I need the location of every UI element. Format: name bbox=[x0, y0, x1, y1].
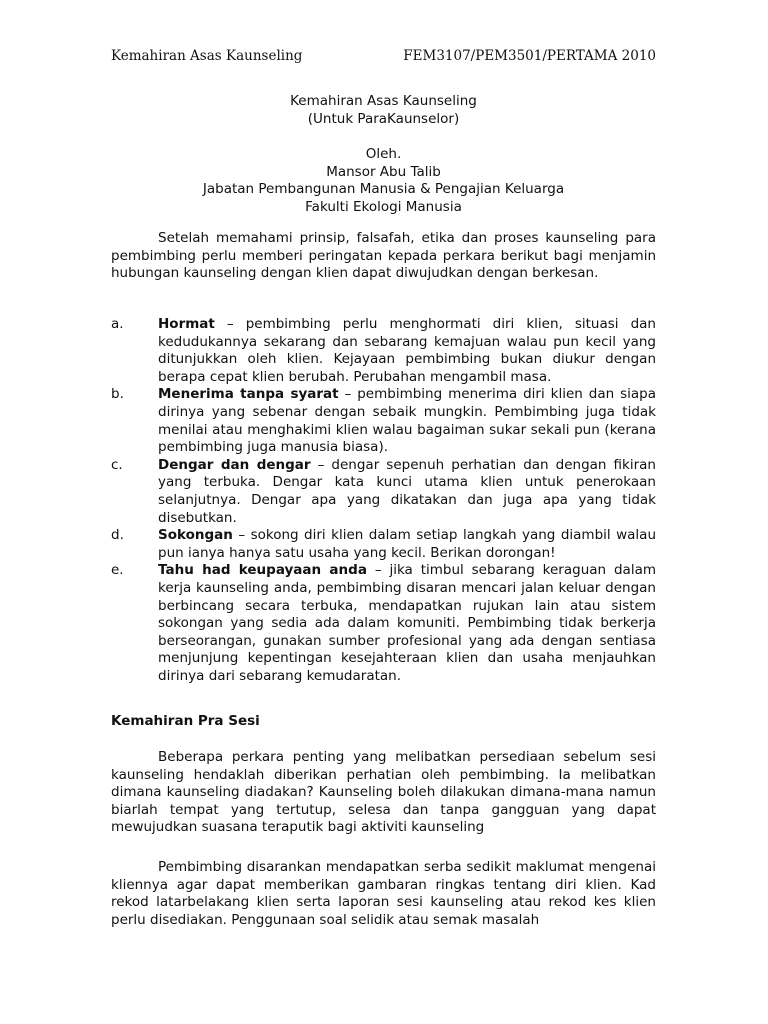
section-paragraph-2 bbox=[111, 859, 656, 929]
title-line-2: (Untuk ParaKaunselor) bbox=[307, 110, 460, 127]
list-item bbox=[111, 386, 656, 456]
document-page bbox=[111, 0, 656, 1024]
list-term: Sokongan bbox=[158, 527, 233, 544]
author-by: Oleh. bbox=[365, 146, 402, 162]
title-line-1: Kemahiran Asas Kaunseling bbox=[290, 93, 477, 109]
author-faculty: Fakulti Ekologi Manusia bbox=[305, 198, 462, 215]
author-block bbox=[111, 146, 656, 216]
list-term: Dengar dan dengar bbox=[158, 456, 311, 473]
author-name: Mansor Abu Talib bbox=[326, 163, 441, 180]
list-item bbox=[111, 457, 656, 527]
list-term: Menerima tanpa syarat bbox=[158, 386, 339, 403]
principles-list bbox=[111, 316, 656, 685]
list-marker: a. bbox=[111, 316, 124, 332]
list-item bbox=[111, 562, 656, 685]
section-paragraph-1 bbox=[111, 749, 656, 837]
intro-paragraph bbox=[111, 230, 656, 283]
section-paragraph-2-text: Pembimbing disarankan mendapatkan serba sedikit maklumat mengenai kliennya agar dapat memberikan gambaran ringkas tentang diri klien. Kad rekod latarbelakang klien serta laporan sesi kaunseling atau rekod kes klien perlu disediakan. Penggunaan soal selidik atau semak masalah bbox=[111, 859, 656, 928]
list-text: – pembimbing menerima diri klien dan siapa dirinya yang sebenar dengan sebaik mungkin. Pembimbing juga tidak menilai atau menghakimi klien walau bagaiman sukar sekali pun (kerana pembimbing juga manusia biasa). bbox=[158, 386, 656, 456]
list-text: – dengar sepenuh perhatian dan dengan fikiran yang terbuka. Dengar kata kunci utama klien untuk penerokaan selanjutnya. Dengar apa yang dikatakan dan juga apa yang tidak disebutkan. bbox=[158, 456, 656, 526]
list-term: Tahu had keupayaan anda bbox=[158, 562, 367, 579]
list-text: – sokong diri klien dalam setiap langkah yang diambil walau pun ianya hanya satu usaha yang kecil. Berikan dorongan! bbox=[158, 527, 656, 561]
list-marker: b. bbox=[111, 386, 124, 403]
list-body bbox=[158, 316, 656, 386]
list-body bbox=[158, 457, 656, 527]
list-item bbox=[111, 316, 656, 386]
section-heading: Kemahiran Pra Sesi bbox=[111, 713, 260, 729]
section-paragraph-1-text: Beberapa perkara penting yang melibatkan persediaan sebelum sesi kaunseling hendaklah diberikan perhatian oleh pembimbing. Ia melibatkan dimana kaunseling diadakan? Kaunseling boleh dilakukan dimana-mana namun biarlah tempat yang tertutup, selesa dan tanpa gangguan yang dapat mewujudkan suasana teraputik bagi aktiviti kaunseling bbox=[111, 749, 656, 836]
intro-text: Setelah memahami prinsip, falsafah, etika dan proses kaunseling para pembimbing perlu memberi peringatan kepada perkara berikut bagi menjamin hubungan kaunseling dengan klien dapat diwujudkan dengan berkesan. bbox=[111, 230, 656, 282]
author-department: Jabatan Pembangunan Manusia & Pengajian Keluarga bbox=[202, 181, 565, 197]
list-body bbox=[158, 386, 656, 456]
running-header bbox=[111, 48, 656, 64]
list-body bbox=[158, 562, 656, 685]
list-text: – pembimbing perlu menghormati diri klien, situasi dan kedudukannya sekarang dan sebarang kemajuan walau pun kecil yang ditunjukkan oleh klien. Kejayaan pembimbing bukan diukur dengan berapa cepat klien berubah. Perubahan mengambil masa. bbox=[158, 316, 656, 385]
list-marker: e. bbox=[111, 562, 124, 579]
list-item bbox=[111, 527, 656, 562]
list-marker: d. bbox=[111, 527, 124, 544]
document-title bbox=[111, 93, 656, 128]
header-course-title: Kemahiran Asas Kaunseling bbox=[111, 48, 303, 64]
header-course-code: FEM3107/PEM3501/PERTAMA 2010 bbox=[403, 48, 656, 64]
list-marker: c. bbox=[111, 456, 123, 473]
list-body bbox=[158, 527, 656, 562]
list-text: – jika timbul sebarang keraguan dalam kerja kaunseling anda, pembimbing disaran mencari jalan keluar dengan berbincang secara terbuka, mendapatkan rujukan lain atau sistem sokongan yang sedia ada dalam komuniti. Pembimbing tidak berkerja berseorangan, gunakan sumber profesional yang ada dengan sentiasa menjunjung kepentingan kesejahteraan klien dan usaha menjauhkan dirinya dari sebarang kemudaratan. bbox=[158, 562, 656, 684]
list-term: Hormat bbox=[158, 316, 215, 332]
